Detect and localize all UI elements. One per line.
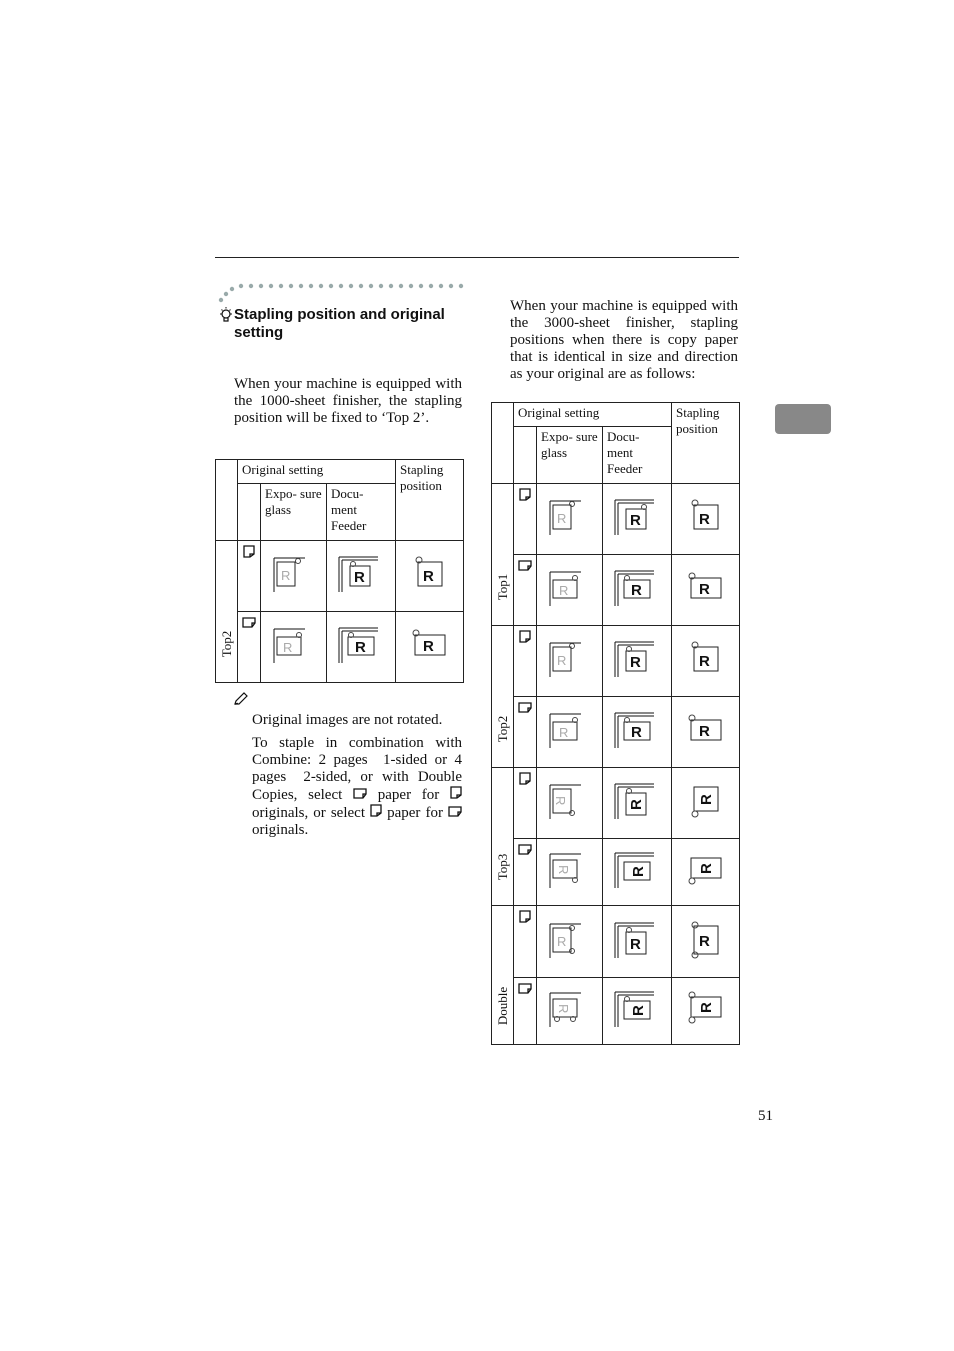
svg-text:R: R	[697, 794, 715, 805]
svg-text:R: R	[552, 796, 568, 806]
row-label-text: Top1	[494, 573, 510, 601]
portrait-paper-icon	[519, 910, 531, 923]
orientation-cell	[238, 612, 261, 683]
svg-text:R: R	[422, 568, 434, 585]
staple-position-diagram	[672, 768, 740, 839]
row-label-text: Top2	[218, 630, 234, 658]
idea-bulb-icon	[218, 306, 234, 324]
svg-text:R: R	[555, 865, 571, 875]
svg-text:R: R	[631, 724, 642, 741]
stapling-position-header: Stapling position	[672, 403, 740, 484]
heading-text: Stapling position and original setting	[234, 306, 445, 341]
portrait-paper-icon	[519, 488, 531, 501]
landscape-paper-icon	[518, 983, 532, 994]
feeder-diagram	[327, 541, 396, 612]
chapter-tab-marker	[775, 404, 831, 434]
corner-cell	[492, 403, 514, 484]
svg-text:R: R	[698, 723, 710, 740]
staple-position-diagram	[672, 626, 740, 697]
intro-left-paragraph: When your machine is equipped with the 1000-sheet finisher, the stapling position will be fixed to ‘Top 2’.	[234, 376, 462, 426]
orientation-cell	[514, 555, 537, 626]
svg-text:R: R	[354, 569, 365, 586]
svg-text:R: R	[556, 933, 566, 949]
exposure-glass-header: Expo- sure glass	[261, 484, 327, 541]
feeder-diagram	[603, 839, 672, 906]
row-label-top1	[492, 484, 514, 626]
note-text-g: originals.	[252, 822, 309, 838]
portrait-paper-icon	[519, 630, 531, 643]
staple-position-diagram	[672, 839, 740, 906]
top-rule	[215, 257, 739, 258]
glass-diagram	[537, 906, 603, 978]
orientation-cell	[514, 839, 537, 906]
feeder-diagram	[603, 978, 672, 1045]
row-label-top2	[492, 626, 514, 768]
row-label-top2	[216, 541, 238, 683]
glass-diagram	[537, 697, 603, 768]
svg-text:R: R	[630, 1005, 647, 1016]
note-line-1: Original images are not rotated.	[252, 712, 443, 728]
svg-text:R: R	[555, 1004, 571, 1014]
svg-text:R: R	[630, 654, 641, 671]
staple-position-diagram	[672, 697, 740, 768]
note-text-d: paper for	[377, 787, 440, 803]
note-text-a: To staple in combination with Combine: 2 pages	[252, 735, 462, 768]
corner-cell	[216, 460, 238, 541]
orientation-cell	[514, 626, 537, 697]
landscape-paper-icon	[242, 617, 256, 628]
svg-text:R: R	[698, 581, 710, 598]
orientation-cell	[514, 978, 537, 1045]
note-pencil-icon	[233, 692, 249, 706]
blank-header-cell	[238, 484, 261, 541]
glass-diagram	[537, 555, 603, 626]
landscape-paper-icon	[448, 806, 462, 817]
landscape-paper-icon	[518, 560, 532, 571]
svg-text:R: R	[282, 640, 292, 655]
portrait-paper-icon	[519, 772, 531, 785]
note-text-f: paper for	[387, 805, 443, 821]
row-label-text: Top2	[494, 715, 510, 743]
staple-position-diagram	[672, 484, 740, 555]
note-line-2	[252, 735, 462, 839]
feeder-diagram	[603, 697, 672, 768]
svg-text:R: R	[630, 866, 647, 877]
document-feeder-header: Docu- ment Feeder	[603, 427, 672, 484]
landscape-paper-icon	[518, 844, 532, 855]
svg-text:R: R	[698, 511, 710, 528]
svg-text:R: R	[698, 932, 710, 950]
svg-text:R: R	[556, 653, 566, 668]
stapling-table-1000	[215, 459, 464, 683]
svg-text:R: R	[698, 653, 710, 670]
feeder-diagram	[603, 768, 672, 839]
landscape-paper-icon	[353, 788, 367, 799]
portrait-paper-icon	[370, 804, 382, 817]
glass-diagram	[537, 484, 603, 555]
original-setting-header: Original setting	[238, 460, 396, 484]
glass-diagram	[537, 978, 603, 1045]
page-number: 51	[758, 1108, 773, 1124]
feeder-diagram	[603, 555, 672, 626]
svg-text:R: R	[280, 568, 290, 583]
svg-text:R: R	[422, 638, 434, 655]
svg-text:R: R	[697, 1002, 715, 1013]
row-label-top3	[492, 768, 514, 906]
orientation-cell	[514, 906, 537, 978]
staple-position-diagram	[672, 978, 740, 1045]
orientation-cell	[514, 697, 537, 768]
staple-position-diagram	[672, 906, 740, 978]
portrait-paper-icon	[450, 786, 462, 799]
svg-text:R: R	[628, 799, 645, 810]
intro-right-paragraph: When your machine is equipped with the 3000-sheet finisher, stapling positions when there is copy paper that is identical in size and direction as your original are as follows:	[510, 298, 738, 382]
stapling-table-3000	[491, 402, 740, 1045]
svg-text:R: R	[558, 583, 568, 598]
staple-position-diagram	[396, 541, 464, 612]
svg-text:R: R	[630, 935, 641, 953]
feeder-diagram	[603, 626, 672, 697]
original-setting-header: Original setting	[514, 403, 672, 427]
row-label-text: Double	[494, 986, 510, 1026]
glass-diagram	[537, 768, 603, 839]
svg-text:R: R	[355, 639, 366, 656]
feeder-diagram	[327, 612, 396, 683]
feeder-diagram	[603, 906, 672, 978]
staple-position-diagram	[396, 612, 464, 683]
staple-position-diagram	[672, 555, 740, 626]
blank-header-cell	[514, 427, 537, 484]
portrait-paper-icon	[243, 545, 255, 558]
svg-text:R: R	[630, 512, 641, 529]
orientation-cell	[514, 484, 537, 555]
glass-diagram	[261, 612, 327, 683]
svg-text:R: R	[697, 863, 715, 874]
svg-text:R: R	[631, 582, 642, 599]
document-feeder-header: Docu- ment Feeder	[327, 484, 396, 541]
note-text-e: originals, or select	[252, 805, 365, 821]
dotted-divider	[215, 282, 465, 304]
svg-text:R: R	[558, 725, 568, 740]
section-heading	[218, 306, 468, 342]
feeder-diagram	[603, 484, 672, 555]
orientation-cell	[238, 541, 261, 612]
glass-diagram	[261, 541, 327, 612]
row-label-double	[492, 906, 514, 1045]
stapling-position-header: Stapling position	[396, 460, 464, 541]
landscape-paper-icon	[518, 702, 532, 713]
glass-diagram	[537, 839, 603, 906]
row-label-text: Top3	[494, 853, 510, 881]
glass-diagram	[537, 626, 603, 697]
svg-text:R: R	[556, 511, 566, 526]
exposure-glass-header: Expo- sure glass	[537, 427, 603, 484]
note-text-c: 2-sided, or with Double Copies, select	[252, 769, 462, 803]
orientation-cell	[514, 768, 537, 839]
note-text-b: 1-sided or 4 pages	[252, 752, 462, 785]
